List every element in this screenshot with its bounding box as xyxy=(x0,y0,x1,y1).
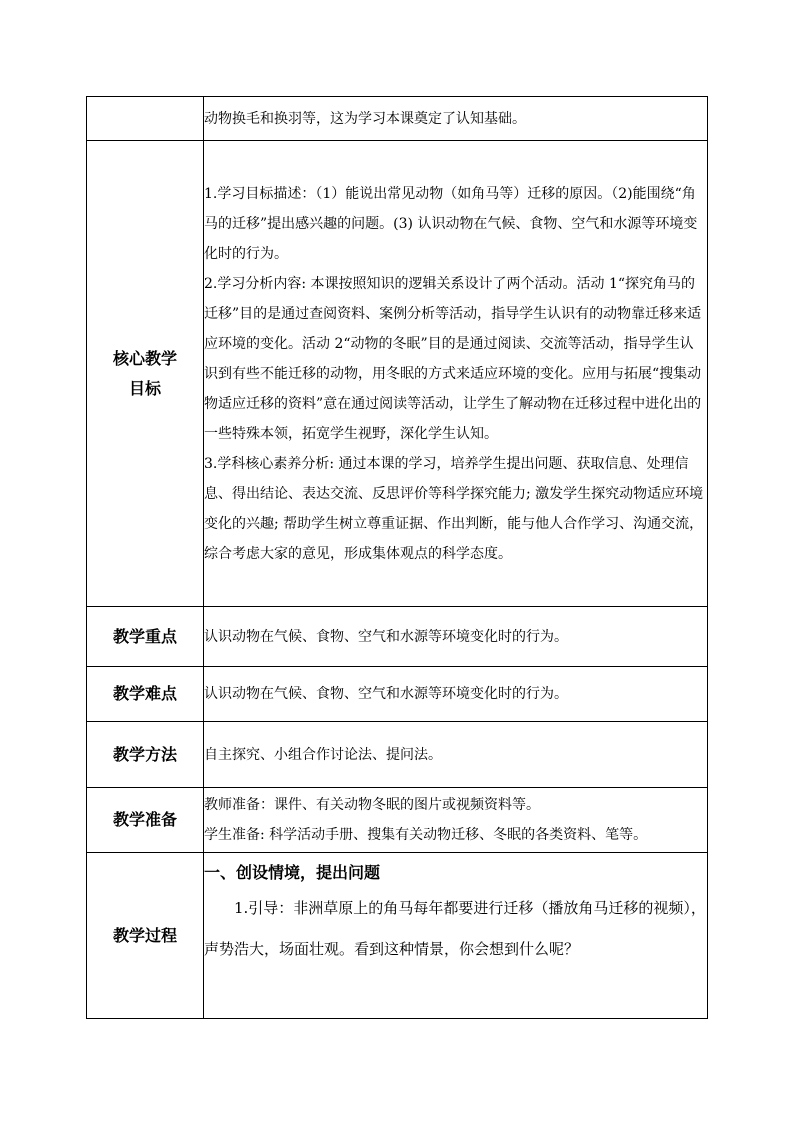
core-goals-content xyxy=(204,141,708,607)
teacher-preparation: 教师准备：课件、有关动物冬眠的图片或视频资料等。 xyxy=(204,797,540,813)
row-label-core-goals xyxy=(87,141,204,607)
table-row-core-goals xyxy=(87,141,708,607)
table-row-key-points xyxy=(87,607,708,667)
row-label-process: 教学过程 xyxy=(87,853,204,1019)
table-row-process xyxy=(87,853,708,1019)
table-row-intro xyxy=(87,97,708,141)
preparation-content xyxy=(204,788,708,853)
table-row-difficulties xyxy=(87,667,708,722)
section-title-create-situation: 一、创设情境，提出问题 xyxy=(204,863,381,882)
row-label-preparation: 教学准备 xyxy=(87,788,204,853)
row-label-methods: 教学方法 xyxy=(87,722,204,788)
core-goals-label-line2: 目标 xyxy=(128,378,161,398)
methods-text: 自主探究、小组合作讨论法、提问法。 xyxy=(204,722,708,788)
table-row-preparation xyxy=(87,788,708,853)
process-guide-text: 1.引导：非洲草原上的角马每年都要进行迁移（播放角马迁移的视频），声势浩大，场面壮观。看到这种情景，你会想到什么呢？ xyxy=(204,899,706,958)
core-competency-analysis: 3.学科核心素养分析: 通过本课的学习，培养学生提出问题、获取信息、处理信息、得出结论、表达交流、反思评价等科学探究能力; 激发学生探究动物适应环境变化的兴趣; 帮助学生树立尊重证据、作出判断，能与他人合作学习、沟通交流，综合考虑大家的意见，形成集体观点的科学态度。 xyxy=(204,455,704,562)
process-content xyxy=(204,853,708,1019)
lesson-plan-table xyxy=(86,96,708,1019)
student-preparation: 学生准备: 科学活动手册、搜集有关动物迁移、冬眠的各类资料、笔等。 xyxy=(204,827,648,843)
intro-continuation-text: 动物换毛和换羽等，这为学习本课奠定了认知基础。 xyxy=(204,97,708,141)
row-label-empty xyxy=(87,97,204,141)
key-points-text: 认识动物在气候、食物、空气和水源等环境变化时的行为。 xyxy=(204,607,708,667)
core-goals-label-line1: 核心教学 xyxy=(112,348,177,368)
table-row-methods xyxy=(87,722,708,788)
learning-content-analysis: 2.学习分析内容: 本课按照知识的逻辑关系设计了两个活动。活动 1“探究角马的迁移”目的是通过查阅资料、案例分析等活动，指导学生认识有的动物靠迁移来适应环境的变化。活动 2“动物的冬眠”目的是通过阅读、交流等活动，指导学生认识到有些不能迁移的动物，用冬眠的方式来适应环境的变化。应用与拓展“搜集动物适应迁移的资料”意在通过阅读等活动，让学生了解动物在迁移过程中进化出的一些特殊本领，拓宽学生视野，深化学生认知。 xyxy=(204,275,702,442)
row-label-difficulties: 教学难点 xyxy=(87,667,204,722)
difficulties-text: 认识动物在气候、食物、空气和水源等环境变化时的行为。 xyxy=(204,667,708,722)
learning-goals-description: 1.学习目标描述：（1）能说出常见动物（如角马等）迁移的原因。（2)能围绕“角马的迁移”提出感兴趣的问题。(3) 认识动物在气候、食物、空气和水源等环境变化时的行为。 xyxy=(204,185,698,262)
row-label-key-points: 教学重点 xyxy=(87,607,204,667)
